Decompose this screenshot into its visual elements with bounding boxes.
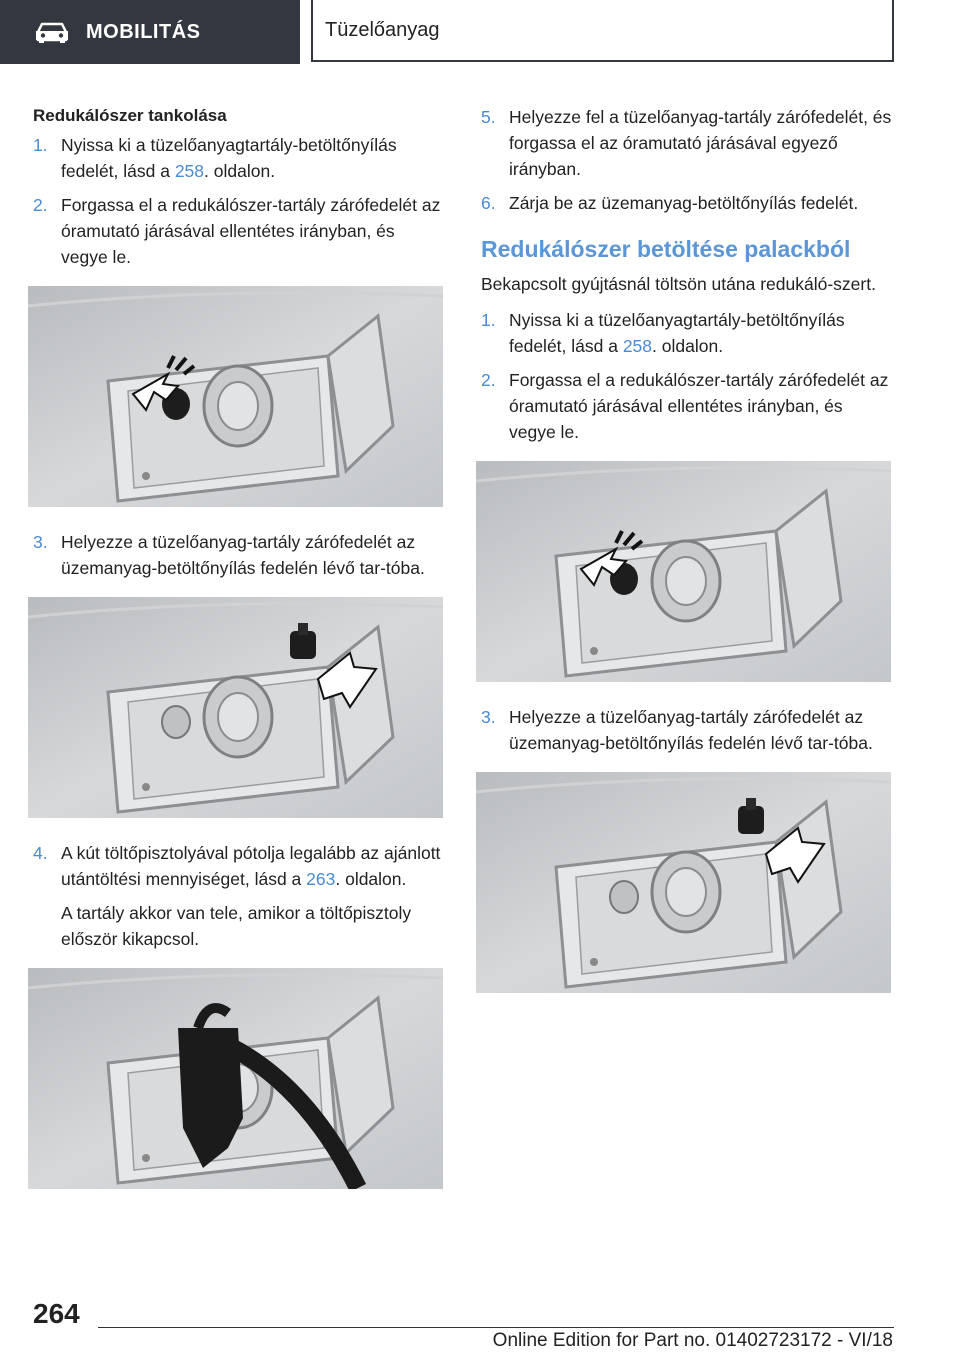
car-icon xyxy=(34,20,70,44)
step-text: Helyezze fel a tüzelőanyag-tartály zárófedelét, és forgassa el az óramutató járásával egyező irányban. xyxy=(509,107,892,179)
step-text: A kút töltőpisztolyával pótolja legalább az ajánlott utántöltési mennyiséget, lásd a 263. oldalon. xyxy=(61,843,441,889)
step-text: Zárja be az üzemanyag-betöltőnyílás fedelét. xyxy=(509,193,859,213)
step-text: Nyissa ki a tüzelőanyagtartály-betöltőnyílás fedelét, lásd a 258. oldalon. xyxy=(61,135,397,181)
section-heading: Redukálószer betöltése palackból xyxy=(481,236,851,262)
illustration-cap-holder xyxy=(28,597,443,818)
step-number: 1. xyxy=(33,135,48,155)
step-number: 2. xyxy=(33,195,48,215)
subheading: Redukálószer tankolása xyxy=(33,106,227,125)
step-item xyxy=(481,367,893,445)
step-item xyxy=(33,132,445,184)
section-header xyxy=(0,0,300,64)
step-number: 2. xyxy=(481,370,496,390)
footer-divider xyxy=(98,1327,894,1328)
left-column xyxy=(33,96,445,1211)
step-number: 5. xyxy=(481,107,496,127)
step-number: 1. xyxy=(481,310,496,330)
chapter-title: Tüzelőanyag xyxy=(325,18,440,41)
step-item xyxy=(481,704,893,756)
step-item xyxy=(481,307,893,359)
step-item xyxy=(481,190,893,216)
intro-paragraph: Bekapcsolt gyújtásnál töltsön utána redukáló-szert. xyxy=(481,274,876,294)
illustration-nozzle xyxy=(28,968,443,1189)
step-item xyxy=(33,529,445,581)
page-link[interactable]: 258 xyxy=(622,336,653,356)
step-text: Helyezze a tüzelőanyag-tartály zárófedelét az üzemanyag-betöltőnyílás fedelén lévő tar-tóba. xyxy=(509,707,873,753)
step-text: Nyissa ki a tüzelőanyagtartály-betöltőnyílás fedelét, lásd a 258. oldalon. xyxy=(509,310,845,356)
step-item xyxy=(481,104,893,182)
step-text: Forgassa el a redukálószer-tartály zárófedelét az óramutató járásával ellentétes irányban, és vegye le. xyxy=(61,195,441,267)
step-note: A tartály akkor van tele, amikor a töltőpisztoly először kikapcsol. xyxy=(61,903,412,949)
page-number: 264 xyxy=(33,1298,80,1329)
step-number: 4. xyxy=(33,843,48,863)
step-item xyxy=(33,840,445,892)
page-link[interactable]: 263 xyxy=(306,869,336,889)
step-number: 6. xyxy=(481,193,496,213)
illustration-cap-removal-2 xyxy=(476,461,891,682)
step-number: 3. xyxy=(33,532,48,552)
step-number: 3. xyxy=(481,707,496,727)
chapter-header xyxy=(311,0,894,62)
illustration-cap-holder-2 xyxy=(476,772,891,993)
footer-edition: Online Edition for Part no. 01402723172 - VI/18 xyxy=(492,1330,893,1351)
page-link[interactable]: 258 xyxy=(174,161,205,181)
illustration-cap-removal xyxy=(28,286,443,507)
section-title: MOBILITÁS xyxy=(86,20,201,43)
right-column xyxy=(481,96,893,1015)
step-item xyxy=(33,192,445,270)
step-text: Helyezze a tüzelőanyag-tartály zárófedelét az üzemanyag-betöltőnyílás fedelén lévő tar-tóba. xyxy=(61,532,425,578)
step-text: Forgassa el a redukálószer-tartály zárófedelét az óramutató járásával ellentétes irányban, és vegye le. xyxy=(509,370,889,442)
